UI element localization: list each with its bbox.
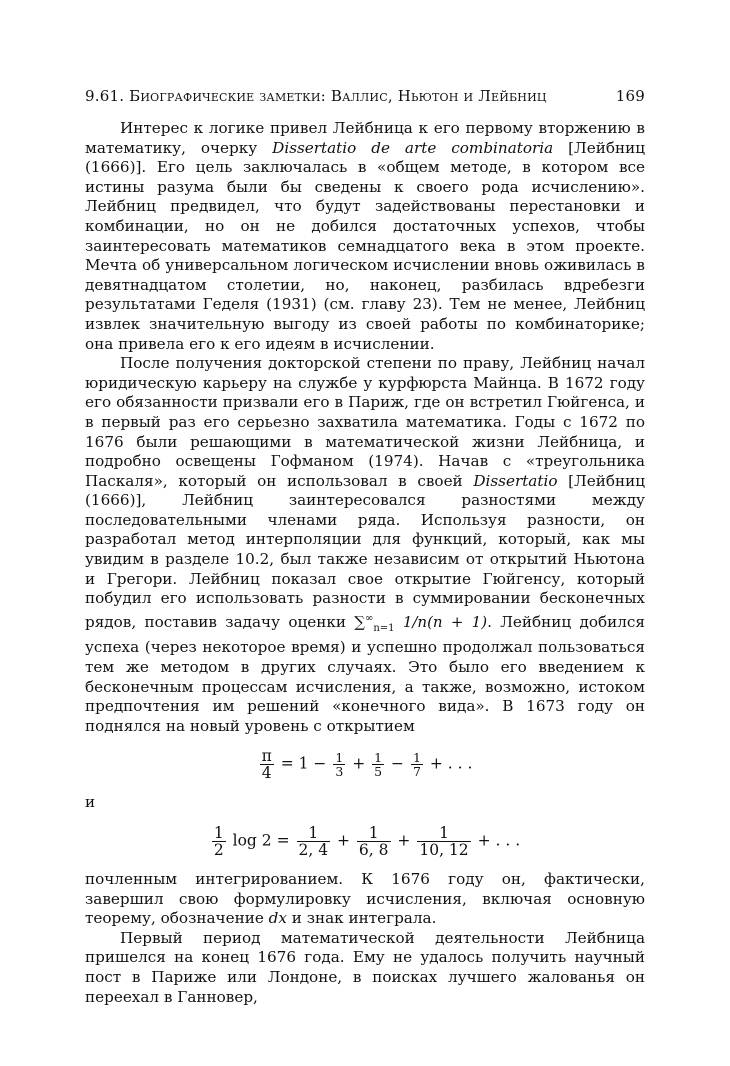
sum-upper-limit: ∞ (365, 612, 374, 624)
sum-lower-limit: n=1 (373, 622, 395, 634)
paragraph-1-text-b: [Лейбниц (1666)]. Его цель заключалась в «общем методе, в котором все истины разума были бы сведены к своего рода исчислению». Лейбниц предвидел, что будут задействованы перестановки и комбинации, но он не добился достаточных успехов, чтобы заинтересовать математиков семнадцатого века в этом проекте. Мечта об универсальном логическом исчислении вновь оживилась в девятнадцатом столетии, но, наконец, разбилась вдребезги результатами Геделя (1931) (см. главу 23). Тем не менее, Лейбниц извлек значительную выгоду из своей работы по комбинаторике; она привела его к его идеям в исчислении. (85, 138, 645, 353)
paragraph-2-text-a: После получения докторской степени по праву, Лейбниц начал юридическую карьеру на службе у курфюрста Майнца. В 1672 году его обязанности призвали его в Париж, где он встретил Гюйгенса, и в первый раз его серьезно захватила математика. Годы с 1672 по 1676 были решающими в математической жизни Лейбница, и подробно освещены Гофманом (1974). Начав с «треугольника Паскаля», который он использовал в своей (85, 354, 645, 490)
page-number: 169 (615, 87, 645, 105)
numerator: 1 (297, 825, 331, 842)
equation-pi-series (85, 748, 645, 781)
numerator: 1 (412, 750, 421, 766)
work-title: Dissertatio de arte combinatoria (272, 138, 554, 157)
operator: + (347, 754, 371, 773)
denominator: 2, 4 (298, 841, 329, 859)
equals-text: = 1 − (275, 754, 332, 773)
paragraph-1-text-a: Интерес к логике привел Лейбница к его первому вторжению в математику, очерку (85, 119, 645, 157)
page-body (85, 119, 645, 1007)
conjunction: и (85, 793, 96, 812)
operator: − (386, 754, 409, 773)
fraction-pi-over-4 (260, 748, 274, 781)
paragraph-1 (85, 119, 645, 354)
numerator: 1 (335, 750, 344, 766)
paragraph-3 (85, 870, 645, 929)
denominator: 4 (261, 764, 272, 783)
denominator: 2 (213, 841, 224, 859)
fraction-1-5 (372, 751, 384, 778)
denominator: 7 (412, 764, 421, 780)
numerator: π (261, 747, 272, 766)
operator: + (332, 831, 355, 850)
sum-sign: ∑ (354, 612, 366, 631)
running-head (85, 87, 645, 105)
paragraph-2 (85, 354, 645, 736)
fraction-1-3 (333, 751, 345, 778)
numerator: 1 (374, 750, 383, 766)
denominator: 10, 12 (419, 841, 469, 859)
work-title: Dissertatio (473, 471, 558, 490)
fraction-1-over-6-8 (357, 825, 391, 858)
fraction-1-over-10-12 (417, 825, 470, 858)
running-head-title: Биографические заметки: Валлис, Ньютон и Лейбниц (129, 87, 547, 105)
fraction-1-over-2-4 (297, 825, 331, 858)
numerator: 1 (417, 825, 470, 842)
paragraph-4: Первый период математической деятельности Лейбница пришелся на конец 1676 года. Ему не удалось получить научный пост в Париже или Лондоне, в поисках лучшего жалованья он переехал в Ганновер, (85, 928, 645, 1006)
dx-notation: dx (268, 909, 287, 928)
equation-log2-series (85, 825, 645, 858)
fraction-1-7 (411, 751, 423, 778)
running-head-title-block (85, 87, 547, 105)
paragraph-2-text-c: . Лейбниц добился успеха (через некоторое время) и успешно продолжал пользоваться тем же методом в других случаях. Это было его введением к бесконечным процессам исчисления, а также, возможно, истоком предпочтения им решений «конечного вида». В 1673 году он поднялся на новый уровень с открытием (85, 612, 646, 735)
series-tail: + . . . (424, 754, 473, 773)
fraction-1-2 (212, 825, 226, 858)
sum-term: 1/n(n + 1) (394, 612, 488, 631)
paragraph-3-text-b: и знак интеграла. (286, 909, 437, 928)
numerator: 1 (213, 824, 224, 842)
log-text: log 2 = (227, 831, 295, 850)
section-number: 9.61. (85, 87, 125, 105)
series-tail: + . . . (472, 831, 521, 850)
paragraph-2-text-b: [Лейбниц (1666)], Лейбниц заинтересовался разностями между последовательными членами ряда. Используя разности, он разработал метод интерполяции для функций, который, как мы увидим в разделе 10.2, был также независим от открытий Ньютона и Грегори. Лейбниц показал свое открытие Гюйгенсу, который побудил его использовать разности в суммировании бесконечных рядов, поставив задачу оценки (85, 471, 645, 631)
paragraph-3-text-a: почленным интегрированием. К 1676 году он, фактически, завершил свою формулировку исчисления, включая основную теорему, обозначение (85, 870, 645, 928)
numerator: 1 (357, 825, 391, 842)
denominator: 3 (335, 764, 344, 780)
denominator: 6, 8 (358, 841, 389, 859)
series-sum-expression (354, 612, 488, 634)
denominator: 5 (374, 764, 383, 780)
operator: + (392, 831, 416, 850)
